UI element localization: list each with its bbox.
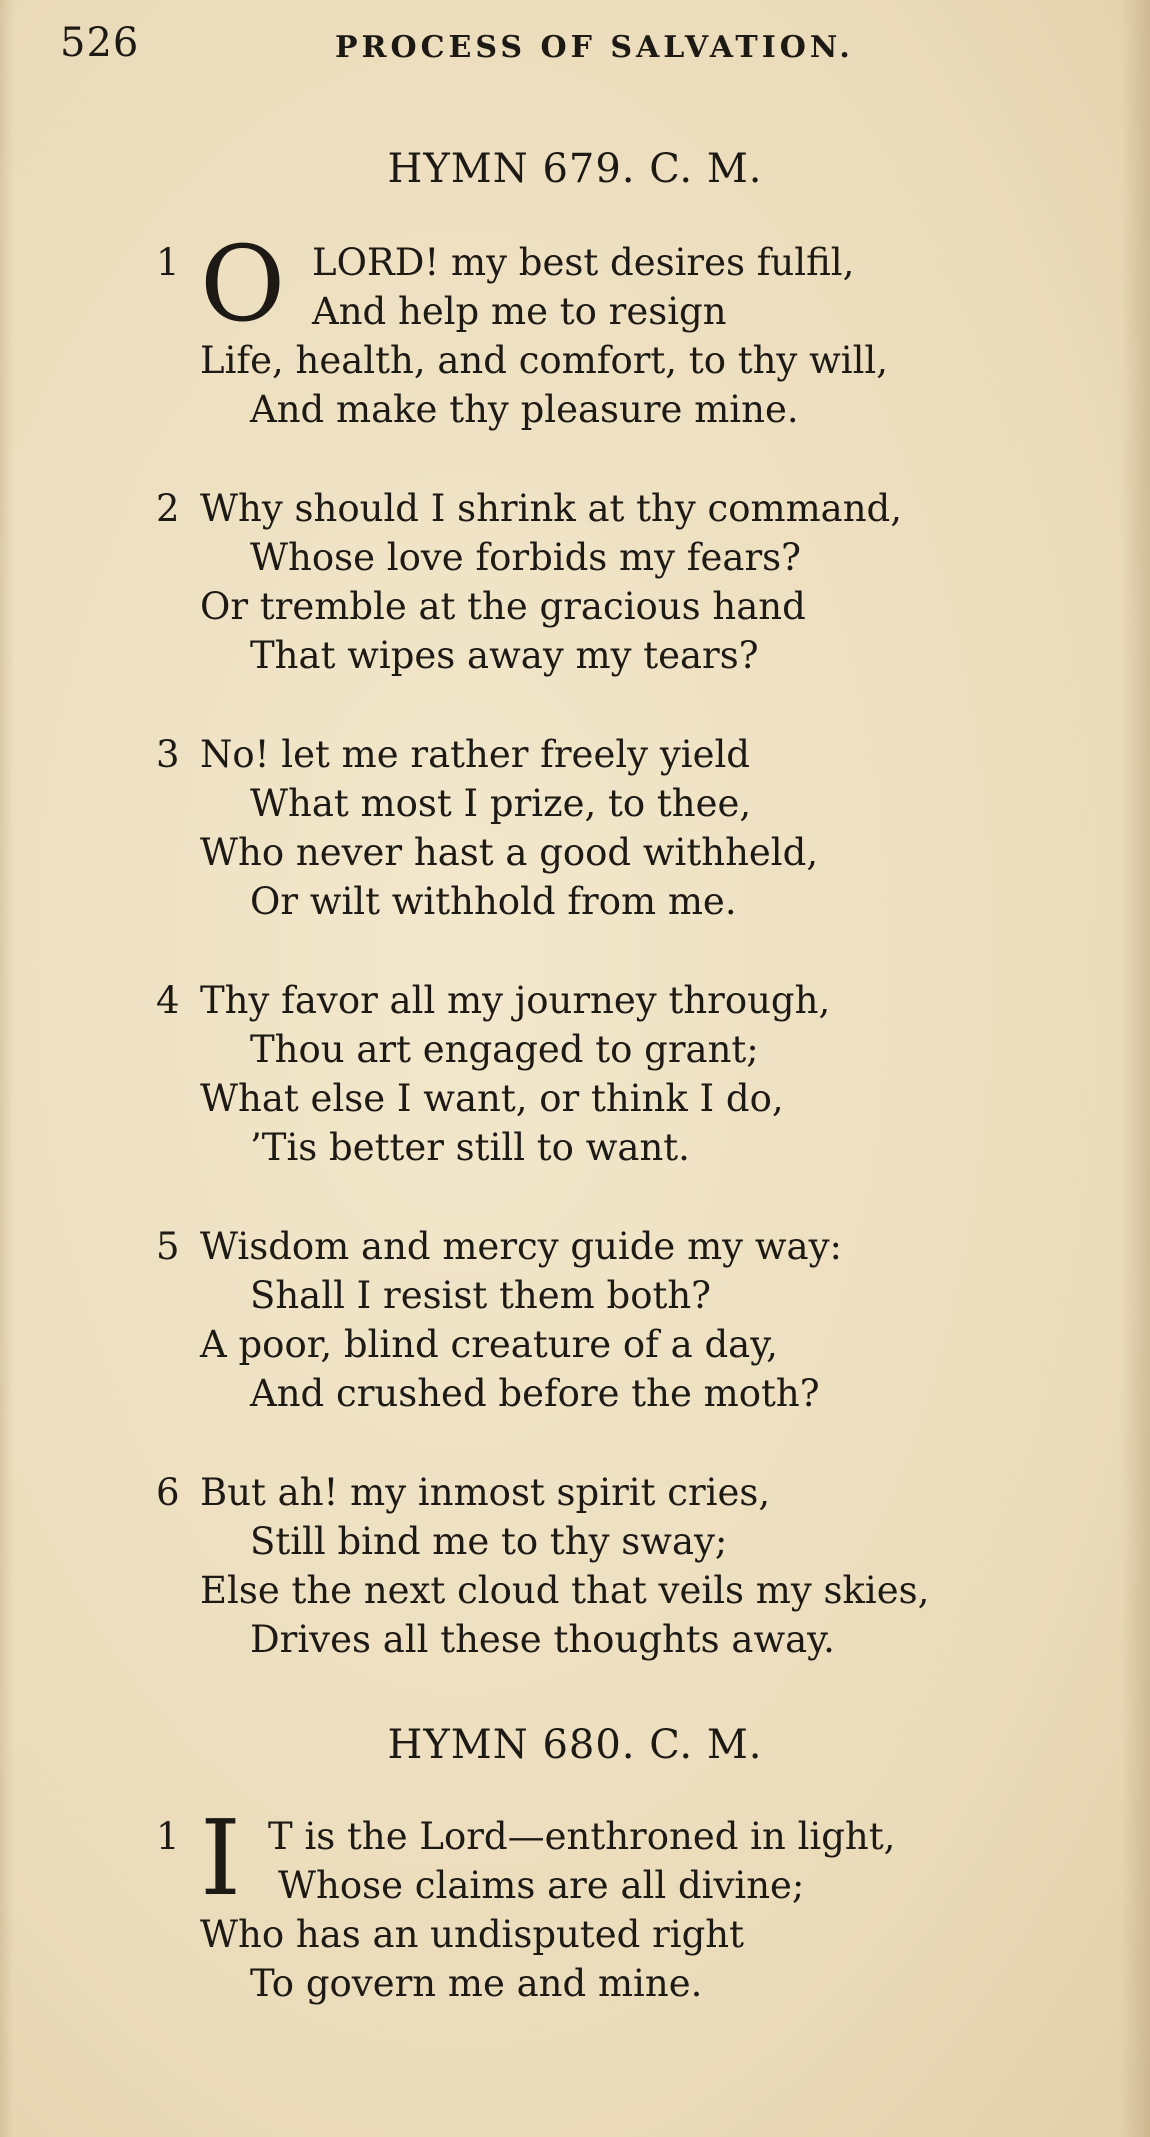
verse-line: Thou art engaged to grant; xyxy=(250,1028,759,1071)
verse-line: And make thy pleasure mine. xyxy=(250,388,799,431)
verse-line: What most I prize, to thee, xyxy=(250,782,752,825)
verse-number: 4 xyxy=(156,979,180,1022)
verse-line: Whose love forbids my fears? xyxy=(250,536,801,579)
verse-line: Shall I resist them both? xyxy=(250,1274,712,1317)
verse-line: Else the next cloud that veils my skies, xyxy=(200,1569,930,1612)
verse-line: That wipes away my tears? xyxy=(250,634,759,677)
verse-line: And help me to resign xyxy=(312,290,727,333)
verse-line: Life, health, and comfort, to thy will, xyxy=(200,339,889,382)
running-title: PROCESS OF SALVATION. xyxy=(335,30,854,65)
verse-line: Or tremble at the gracious hand xyxy=(200,585,806,628)
verse-number: 1 xyxy=(156,241,180,284)
verse-line: Who has an undisputed right xyxy=(200,1913,744,1956)
verse-line: Drives all these thoughts away. xyxy=(250,1618,835,1661)
verse-number: 5 xyxy=(156,1225,180,1268)
verse-line: ’Tis better still to want. xyxy=(250,1126,690,1169)
verse-line: Or wilt withhold from me. xyxy=(250,880,737,923)
page-number: 526 xyxy=(60,20,140,66)
verse-line: Still bind me to thy sway; xyxy=(250,1520,728,1563)
hymn-title: HYMN 679. C. M. xyxy=(387,146,763,192)
verse-number: 1 xyxy=(156,1815,180,1858)
verse-line: LORD! my best desires fulfil, xyxy=(312,241,855,284)
verse-line: A poor, blind creature of a day, xyxy=(200,1323,778,1366)
verse-line: To govern me and mine. xyxy=(250,1962,703,2005)
verse-line: What else I want, or think I do, xyxy=(200,1077,784,1120)
gutter-shadow xyxy=(0,0,14,2137)
verse-line: And crushed before the moth? xyxy=(250,1372,820,1415)
verse-line: Wisdom and mercy guide my way: xyxy=(200,1225,842,1268)
verse-line: T is the Lord—enthroned in light, xyxy=(268,1815,896,1858)
verse-line: Thy favor all my journey through, xyxy=(200,979,831,1022)
verse-line: Why should I shrink at thy command, xyxy=(200,487,903,530)
drop-cap: O xyxy=(200,223,286,345)
verse-number: 6 xyxy=(156,1471,180,1514)
verse-number: 3 xyxy=(156,733,180,776)
verse-line: No! let me rather freely yield xyxy=(200,733,750,776)
hymn-title: HYMN 680. C. M. xyxy=(387,1722,763,1768)
verse-line: Whose claims are all divine; xyxy=(278,1864,805,1907)
verse-line: But ah! my inmost spirit cries, xyxy=(200,1471,771,1514)
verse-line: Who never hast a good withheld, xyxy=(200,831,819,874)
page-edge-shadow xyxy=(1120,0,1150,2137)
verse-number: 2 xyxy=(156,487,180,530)
drop-cap: I xyxy=(200,1797,242,1919)
